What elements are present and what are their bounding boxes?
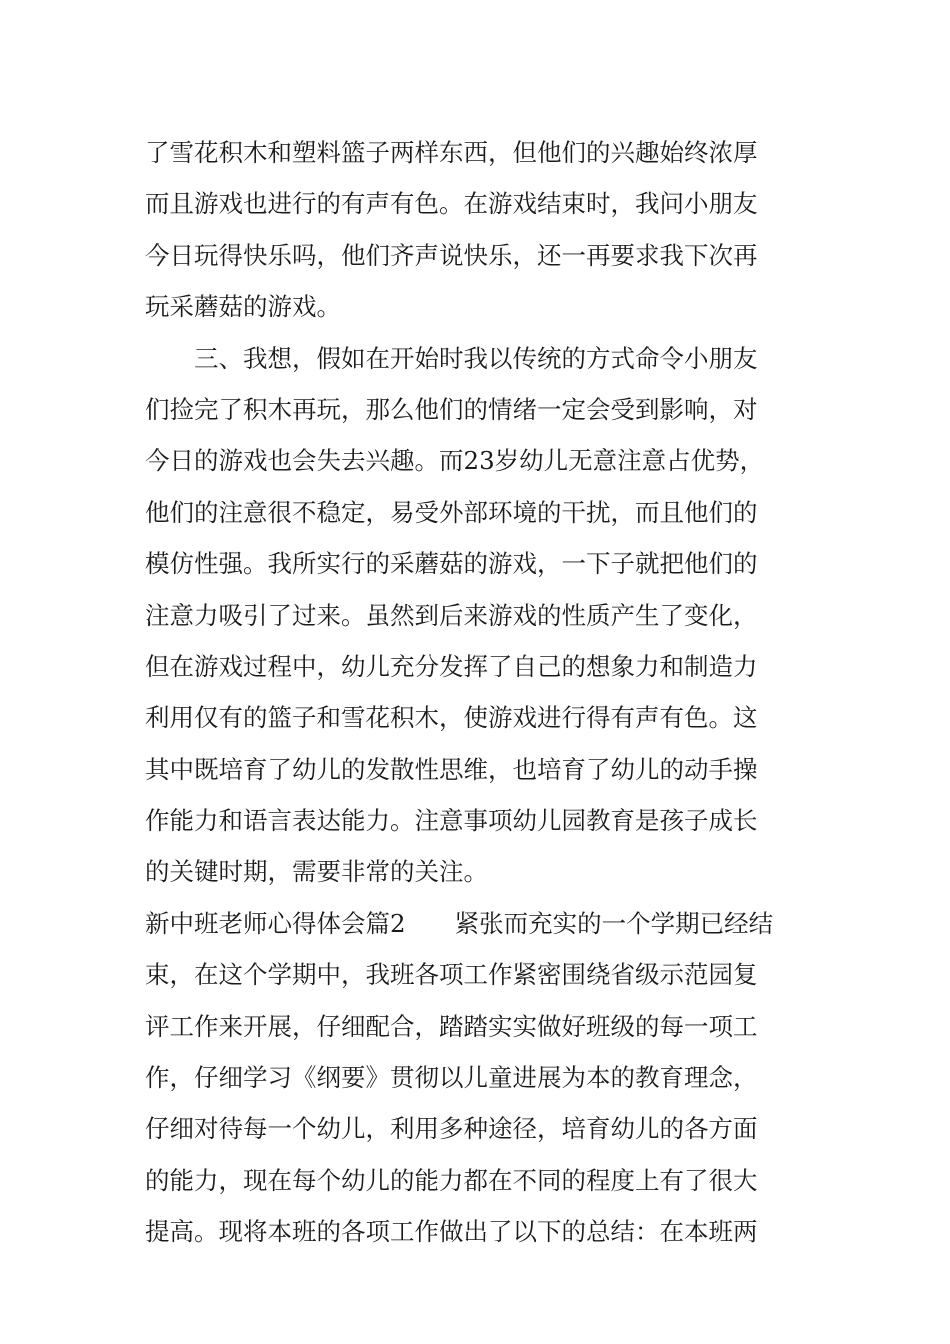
text-line: 作，仔细学习《纲要》贯彻以儿童进展为本的教育理念， xyxy=(145,1063,758,1093)
text-line: 他们的注意很不稳定，易受外部环境的干扰，而且他们的 xyxy=(145,497,758,527)
text-line: 作能力和语言表达能力。注意事项幼儿园教育是孩子成长 xyxy=(145,806,758,836)
text-line: 利用仅有的篮子和雪花积木，使游戏进行得有声有色。这 xyxy=(145,703,758,733)
text-line: 但在游戏过程中，幼儿充分发挥了自己的想象力和制造力 xyxy=(145,651,758,681)
text-line: 模仿性强。我所实行的采蘑菇的游戏，一下子就把他们的 xyxy=(145,549,758,579)
text-line: 三、我想，假如在开始时我以传统的方式命令小朋友 xyxy=(145,343,758,373)
text-line: 注意力吸引了过来。虽然到后来游戏的性质产生了变化， xyxy=(145,600,758,630)
section-heading-line: 新中班老师心得体会篇2 紧张而充实的一个学期已经结 xyxy=(145,908,774,938)
text-line: 的能力，现在每个幼儿的能力都在不同的程度上有了很大 xyxy=(145,1165,758,1195)
text-line: 了雪花积木和塑料篮子两样东西，但他们的兴趣始终浓厚 xyxy=(145,138,758,167)
text-line: 而且游戏也进行的有声有色。在游戏结束时，我问小朋友 xyxy=(145,189,758,219)
text-line: 的关键时期，需要非常的关注。 xyxy=(145,857,488,887)
text-line: 们捡完了积木再玩，那么他们的情绪一定会受到影响，对 xyxy=(145,394,758,424)
text-line: 玩采蘑菇的游戏。 xyxy=(145,292,341,322)
text-line: 今日的游戏也会失去兴趣。而23岁幼儿无意注意占优势， xyxy=(145,446,765,476)
text-line: 仔细对待每一个幼儿，利用多种途径，培育幼儿的各方面 xyxy=(145,1114,758,1144)
text-line: 提高。现将本班的各项工作做出了以下的总结：在本班两 xyxy=(145,1217,758,1247)
text-line: 今日玩得快乐吗，他们齐声说快乐，还一再要求我下次再 xyxy=(145,240,758,270)
text-line: 其中既培育了幼儿的发散性思维，也培育了幼儿的动手操 xyxy=(145,754,758,784)
text-line: 束，在这个学期中，我班各项工作紧密围绕省级示范园复 xyxy=(145,960,758,990)
document-body xyxy=(145,127,825,1258)
text-line: 评工作来开展，仔细配合，踏踏实实做好班级的每一项工 xyxy=(145,1011,758,1041)
